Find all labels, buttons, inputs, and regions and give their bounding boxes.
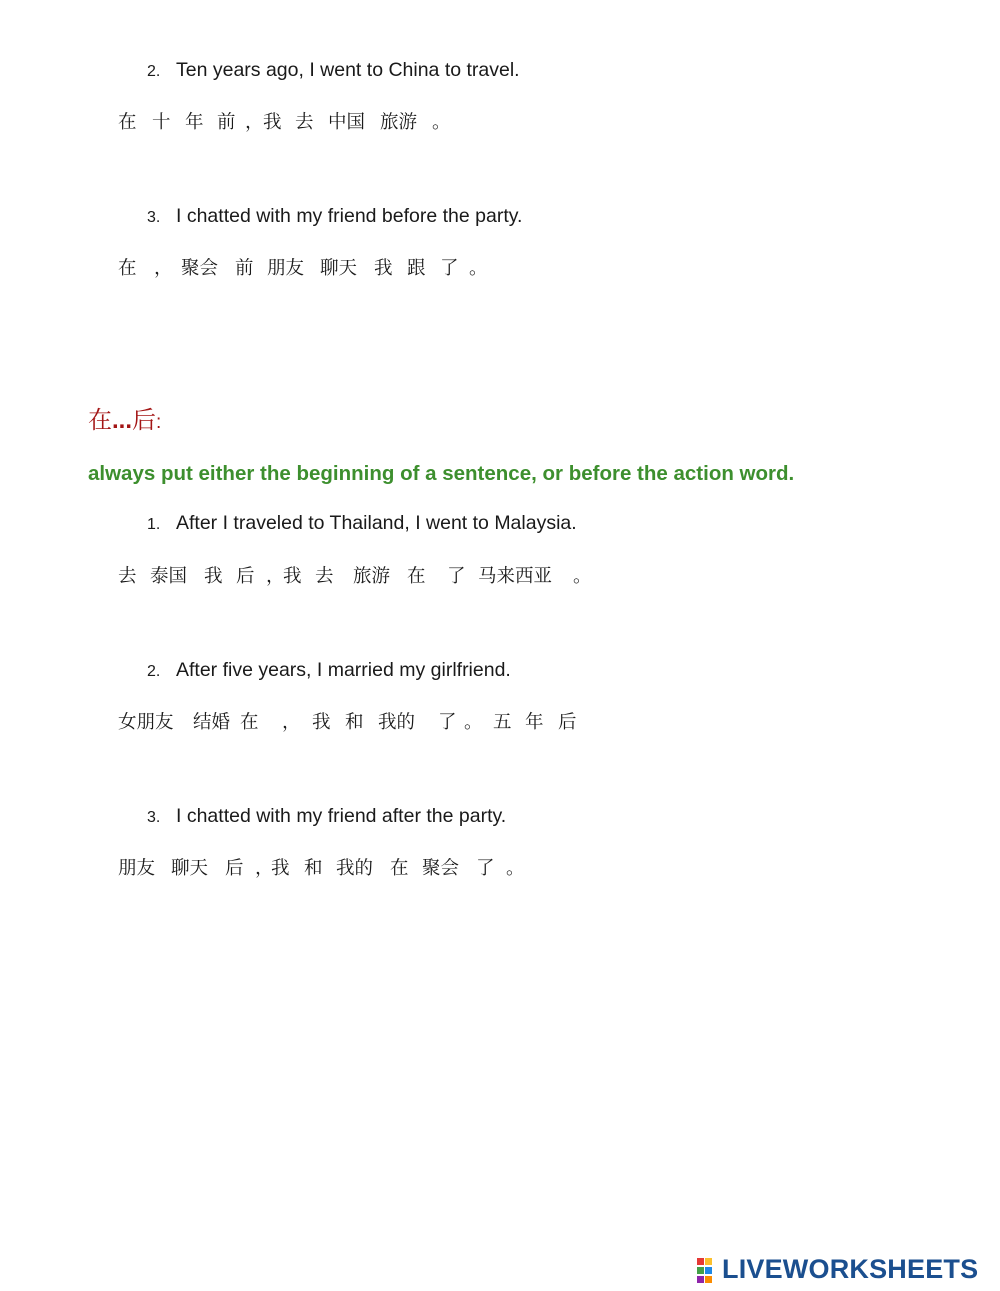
token-chip[interactable]: 我 xyxy=(271,858,290,879)
token-chip[interactable]: ， xyxy=(266,566,285,587)
token-chip[interactable]: 朋友 xyxy=(118,858,156,879)
heading-colon: : xyxy=(156,412,162,433)
item-english: I chatted with my friend after the party. xyxy=(176,805,507,827)
token-chip[interactable]: 我的 xyxy=(378,712,416,733)
token-chip[interactable]: ， xyxy=(255,858,274,879)
item-number: 1. xyxy=(147,516,161,533)
token-chip[interactable]: 去 xyxy=(315,566,334,587)
token-chip[interactable]: 年 xyxy=(185,112,204,133)
item-after-3 xyxy=(147,805,506,828)
token-chip[interactable]: 。 xyxy=(469,258,488,279)
token-chip[interactable]: 。 xyxy=(573,566,592,587)
token-chip[interactable]: 我 xyxy=(312,712,331,733)
token-row-after-2 xyxy=(118,708,598,734)
token-chip[interactable]: 在 xyxy=(118,112,137,133)
token-chip[interactable]: 十 xyxy=(152,112,171,133)
token-chip[interactable]: 和 xyxy=(304,858,323,879)
token-row-after-3 xyxy=(118,854,558,880)
token-chip[interactable]: 了 xyxy=(440,258,459,279)
token-chip[interactable]: 在 xyxy=(118,258,137,279)
item-english: I chatted with my friend before the party. xyxy=(176,205,523,227)
token-chip[interactable]: 跟 xyxy=(407,258,426,279)
item-number: 3. xyxy=(147,209,161,226)
item-english: Ten years ago, I went to China to travel. xyxy=(176,59,520,81)
token-row-after-1 xyxy=(118,562,598,588)
token-row-before-2 xyxy=(118,108,518,134)
liveworksheets-logo-icon xyxy=(697,1258,719,1284)
token-chip[interactable]: ， xyxy=(154,258,173,279)
token-chip[interactable]: 年 xyxy=(525,712,544,733)
token-chip[interactable]: 了 xyxy=(476,858,495,879)
token-chip[interactable]: 。 xyxy=(506,858,525,879)
token-row-before-3 xyxy=(118,254,518,280)
token-chip[interactable]: 女朋友 xyxy=(118,712,174,733)
grammar-rule: always put either the beginning of a sentence, or before the action word. xyxy=(88,462,795,485)
item-after-1 xyxy=(147,512,577,535)
item-before-3 xyxy=(147,205,522,228)
token-chip[interactable]: 前 xyxy=(217,112,236,133)
section-heading xyxy=(88,400,161,435)
heading-char-hou: 后 xyxy=(132,407,157,434)
token-chip[interactable]: 后 xyxy=(558,712,577,733)
liveworksheets-logo-text: LIVEWORKSHEETS xyxy=(722,1254,979,1284)
token-chip[interactable]: 聊天 xyxy=(171,858,209,879)
token-chip[interactable]: 。 xyxy=(464,712,483,733)
token-chip[interactable]: 在 xyxy=(240,712,259,733)
token-chip[interactable]: 我 xyxy=(263,112,282,133)
token-chip[interactable]: 在 xyxy=(390,858,409,879)
token-chip[interactable]: 马来西亚 xyxy=(478,566,553,587)
token-chip[interactable]: 旅游 xyxy=(380,112,418,133)
token-chip[interactable]: 朋友 xyxy=(267,258,305,279)
token-chip[interactable]: 。 xyxy=(432,112,451,133)
token-chip[interactable]: ， xyxy=(282,712,301,733)
token-chip[interactable]: 我 xyxy=(283,566,302,587)
token-chip[interactable]: 我 xyxy=(374,258,393,279)
token-chip[interactable]: ， xyxy=(245,112,264,133)
item-before-2 xyxy=(147,59,520,82)
token-chip[interactable]: 五 xyxy=(493,712,512,733)
token-chip[interactable]: 泰国 xyxy=(150,566,188,587)
token-chip[interactable]: 和 xyxy=(345,712,364,733)
token-chip[interactable]: 聊天 xyxy=(320,258,358,279)
token-chip[interactable]: 结婚 xyxy=(193,712,231,733)
heading-char-zai: 在 xyxy=(88,407,112,434)
token-chip[interactable]: 在 xyxy=(407,566,426,587)
token-chip[interactable]: 中国 xyxy=(328,112,366,133)
token-chip[interactable]: 我的 xyxy=(336,858,374,879)
item-english: After five years, I married my girlfriend. xyxy=(176,659,511,681)
item-number: 3. xyxy=(147,809,161,826)
token-chip[interactable]: 聚会 xyxy=(422,858,460,879)
token-chip[interactable]: 去 xyxy=(295,112,314,133)
heading-dots: ... xyxy=(112,407,133,434)
item-english: After I traveled to Thailand, I went to Malaysia. xyxy=(176,512,577,534)
item-after-2 xyxy=(147,659,511,682)
token-chip[interactable]: 去 xyxy=(118,566,137,587)
token-chip[interactable]: 了 xyxy=(438,712,457,733)
item-number: 2. xyxy=(147,663,161,680)
token-chip[interactable]: 了 xyxy=(447,566,466,587)
token-chip[interactable]: 我 xyxy=(204,566,223,587)
token-chip[interactable]: 后 xyxy=(236,566,255,587)
item-number: 2. xyxy=(147,63,161,80)
token-chip[interactable]: 聚会 xyxy=(181,258,219,279)
token-chip[interactable]: 旅游 xyxy=(353,566,391,587)
token-chip[interactable]: 后 xyxy=(225,858,244,879)
token-chip[interactable]: 前 xyxy=(235,258,254,279)
